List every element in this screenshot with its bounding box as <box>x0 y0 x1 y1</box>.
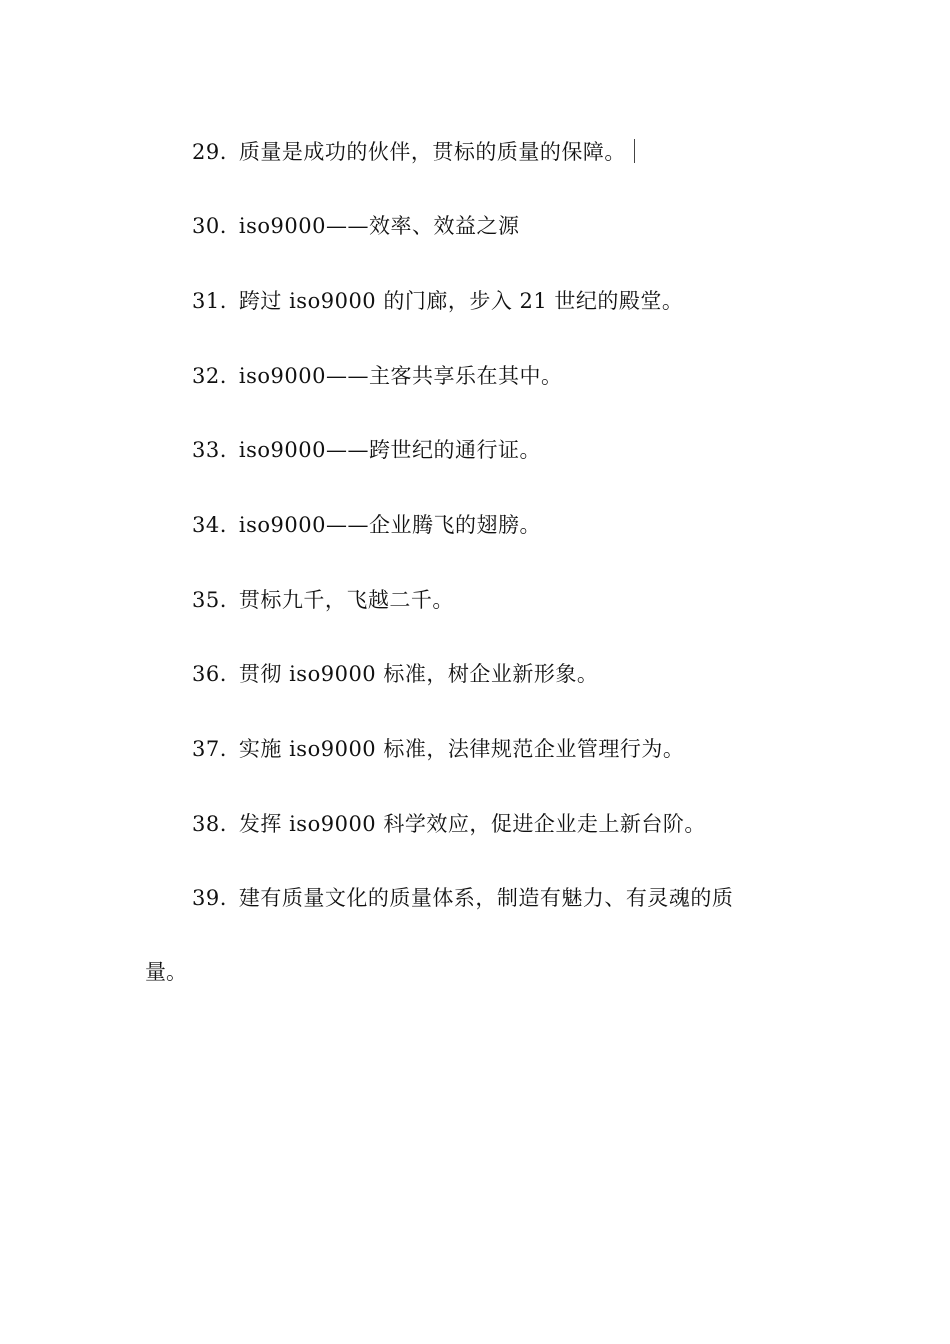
item-text: iso9000——效率、效益之源 <box>238 214 520 238</box>
item-number: 36. <box>192 662 227 686</box>
list-item <box>192 660 598 688</box>
list-item <box>192 362 563 390</box>
item-text: 贯标九千，飞越二千。 <box>238 588 454 612</box>
list-item <box>192 810 706 838</box>
item-number: 33. <box>192 438 227 462</box>
item-number: 31. <box>192 289 227 313</box>
list-item <box>192 138 635 166</box>
item-text: iso9000——企业腾飞的翅膀。 <box>238 513 541 537</box>
list-item <box>192 511 541 539</box>
list-item-continuation: 量。 <box>145 960 187 984</box>
list-item <box>192 884 733 912</box>
item-text: 建有质量文化的质量体系，制造有魅力、有灵魂的质 <box>238 886 734 910</box>
item-text: iso9000——主客共享乐在其中。 <box>238 364 563 388</box>
item-text: 贯彻 iso9000 标准，树企业新形象。 <box>238 662 599 686</box>
item-text: iso9000——跨世纪的通行证。 <box>238 438 541 462</box>
item-number: 39. <box>192 886 227 910</box>
list-item <box>192 436 541 464</box>
item-number: 35. <box>192 588 227 612</box>
item-text: 实施 iso9000 标准，法律规范企业管理行为。 <box>238 737 685 761</box>
item-text: 跨过 iso9000 的门廊，步入 21 世纪的殿堂。 <box>238 289 684 313</box>
item-number: 38. <box>192 812 227 836</box>
item-number: 37. <box>192 737 227 761</box>
item-text: 质量是成功的伙伴，贯标的质量的保障。 <box>238 140 626 164</box>
list-item <box>192 287 683 315</box>
text-cursor <box>634 139 635 163</box>
item-text: 发挥 iso9000 科学效应，促进企业走上新台阶。 <box>238 812 706 836</box>
item-number: 29. <box>192 140 227 164</box>
list-item <box>192 586 454 614</box>
item-number: 32. <box>192 364 227 388</box>
list-item <box>192 212 520 240</box>
item-number: 30. <box>192 214 227 238</box>
item-number: 34. <box>192 513 227 537</box>
list-item <box>192 735 684 763</box>
